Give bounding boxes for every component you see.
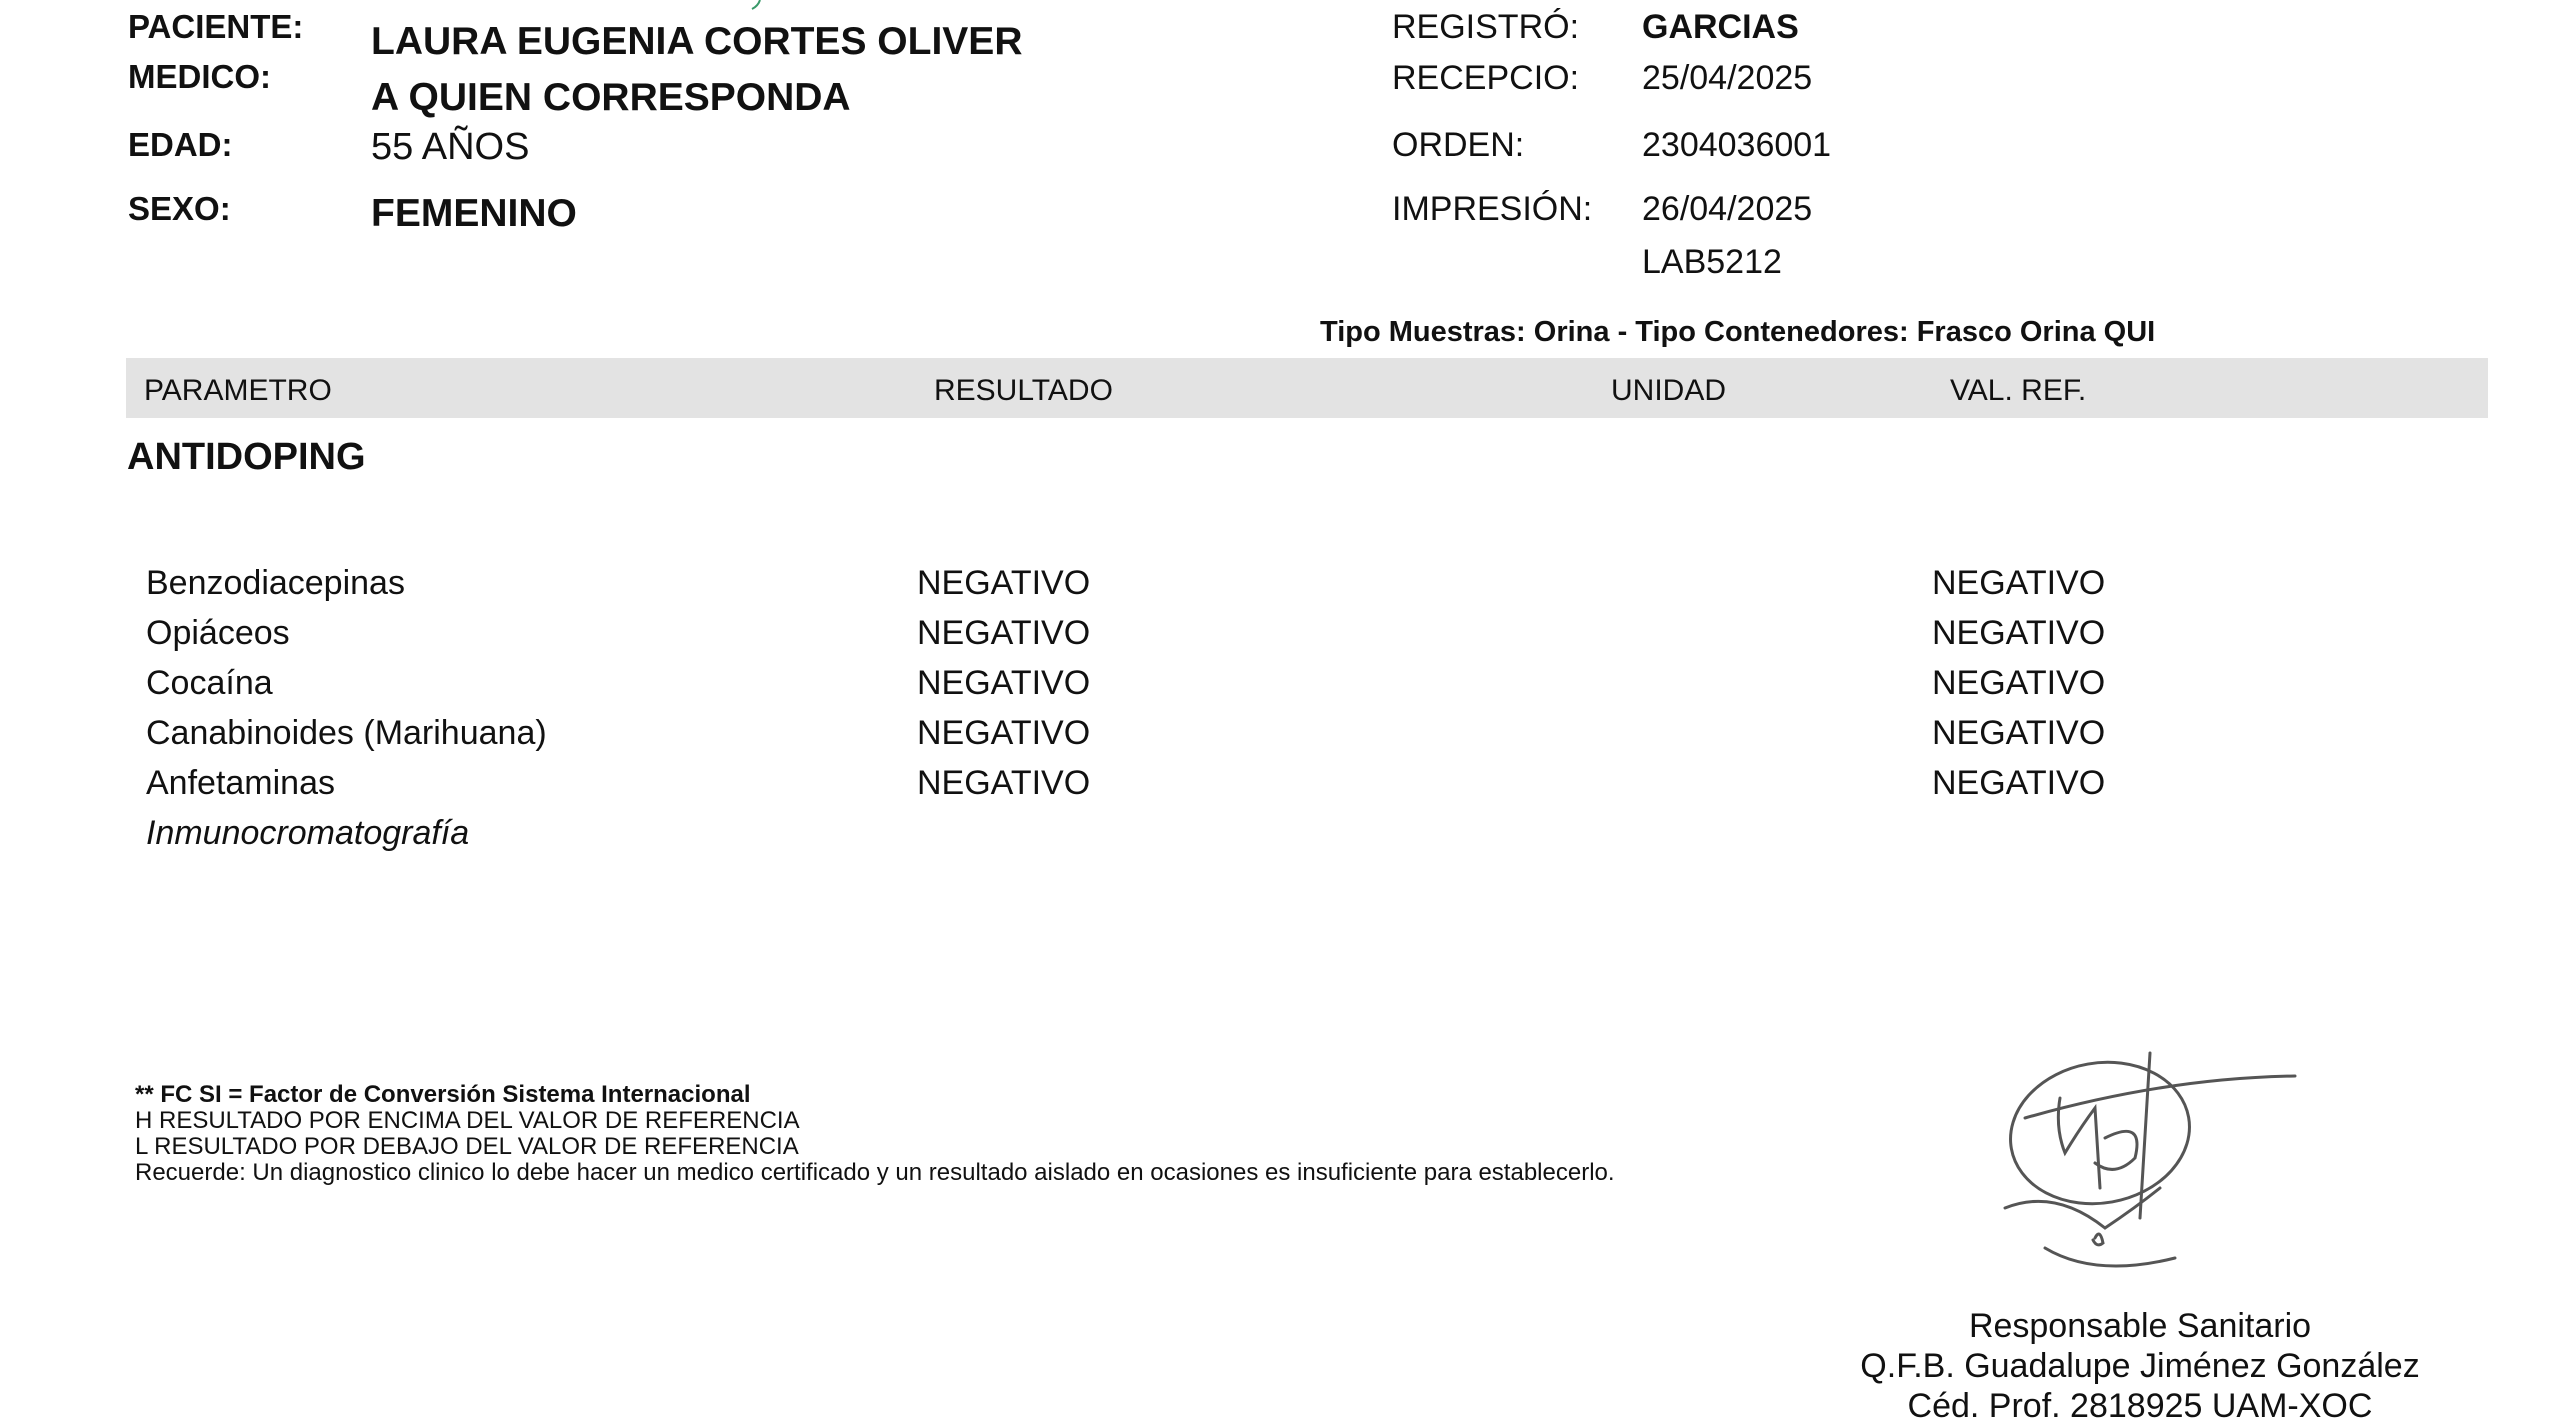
row-val-ref: NEGATIVO bbox=[1932, 714, 2106, 752]
impresion-value: 26/04/2025 bbox=[1642, 190, 1813, 228]
section-title: ANTIDOPING bbox=[127, 436, 366, 478]
impresion-label: IMPRESIÓN: bbox=[1392, 190, 1593, 228]
row-val-ref: NEGATIVO bbox=[1932, 764, 2106, 802]
sexo-value: FEMENINO bbox=[371, 192, 577, 235]
row-parametro: Cocaína bbox=[146, 664, 273, 702]
row-resultado: NEGATIVO bbox=[917, 614, 1091, 652]
row-resultado: NEGATIVO bbox=[917, 564, 1091, 602]
table-row bbox=[0, 764, 2550, 814]
footer-note-fc: ** FC SI = Factor de Conversión Sistema Internacional bbox=[135, 1081, 751, 1108]
row-parametro: Canabinoides (Marihuana) bbox=[146, 714, 547, 752]
registro-value: GARCIAS bbox=[1642, 8, 1799, 46]
footer-note-h: H RESULTADO POR ENCIMA DEL VALOR DE REFERENCIA bbox=[135, 1107, 800, 1134]
recepcion-value: 25/04/2025 bbox=[1642, 59, 1813, 97]
row-val-ref: NEGATIVO bbox=[1932, 614, 2106, 652]
row-parametro: Anfetaminas bbox=[146, 764, 335, 802]
edad-label: EDAD: bbox=[128, 126, 233, 163]
paciente-label: PACIENTE: bbox=[128, 8, 304, 45]
header-unidad: UNIDAD bbox=[1611, 374, 1727, 407]
row-val-ref: NEGATIVO bbox=[1932, 664, 2106, 702]
method-note: Inmunocromatografía bbox=[146, 814, 470, 852]
lab-code: LAB5212 bbox=[1642, 243, 1782, 281]
signature-role: Responsable Sanitario bbox=[1968, 1307, 2312, 1345]
logo-fragment-icon bbox=[750, 0, 764, 10]
row-parametro: Opiáceos bbox=[146, 614, 290, 652]
footer-note-disclaimer: Recuerde: Un diagnostico clinico lo debe hacer un medico certificado y un resultado aislado en ocasiones es insuficiente para establecerlo. bbox=[135, 1159, 1615, 1186]
medico-label: MEDICO: bbox=[128, 58, 271, 95]
table-row bbox=[0, 614, 2550, 664]
registro-label: REGISTRÓ: bbox=[1392, 8, 1580, 46]
row-val-ref: NEGATIVO bbox=[1932, 564, 2106, 602]
signature-name: Q.F.B. Guadalupe Jiménez González bbox=[1860, 1347, 2420, 1385]
paciente-value: LAURA EUGENIA CORTES OLIVER bbox=[371, 20, 1023, 63]
orden-label: ORDEN: bbox=[1392, 126, 1525, 164]
table-row bbox=[0, 714, 2550, 764]
sample-info: Tipo Muestras: Orina - Tipo Contenedores: Frasco Orina QUI bbox=[1320, 316, 2156, 348]
signature-icon bbox=[1985, 1038, 2315, 1296]
header-resultado: RESULTADO bbox=[934, 374, 1113, 407]
medico-value: A QUIEN CORRESPONDA bbox=[371, 76, 851, 119]
row-resultado: NEGATIVO bbox=[917, 714, 1091, 752]
table-row bbox=[0, 564, 2550, 614]
recepcion-label: RECEPCIO: bbox=[1392, 59, 1580, 97]
header-val-ref: VAL. REF. bbox=[1950, 374, 2087, 407]
table-row bbox=[0, 664, 2550, 714]
edad-value: 55 AÑOS bbox=[371, 126, 530, 168]
signature-block bbox=[1780, 1306, 2500, 1426]
signature-license: Céd. Prof. 2818925 UAM-XOC bbox=[1907, 1387, 2373, 1425]
table-header bbox=[126, 358, 2488, 418]
header-parametro: PARAMETRO bbox=[144, 374, 332, 407]
footer-note-l: L RESULTADO POR DEBAJO DEL VALOR DE REFERENCIA bbox=[135, 1133, 799, 1160]
row-resultado: NEGATIVO bbox=[917, 664, 1091, 702]
sexo-label: SEXO: bbox=[128, 190, 231, 227]
row-parametro: Benzodiacepinas bbox=[146, 564, 405, 602]
row-resultado: NEGATIVO bbox=[917, 764, 1091, 802]
orden-value: 2304036001 bbox=[1642, 126, 1832, 164]
